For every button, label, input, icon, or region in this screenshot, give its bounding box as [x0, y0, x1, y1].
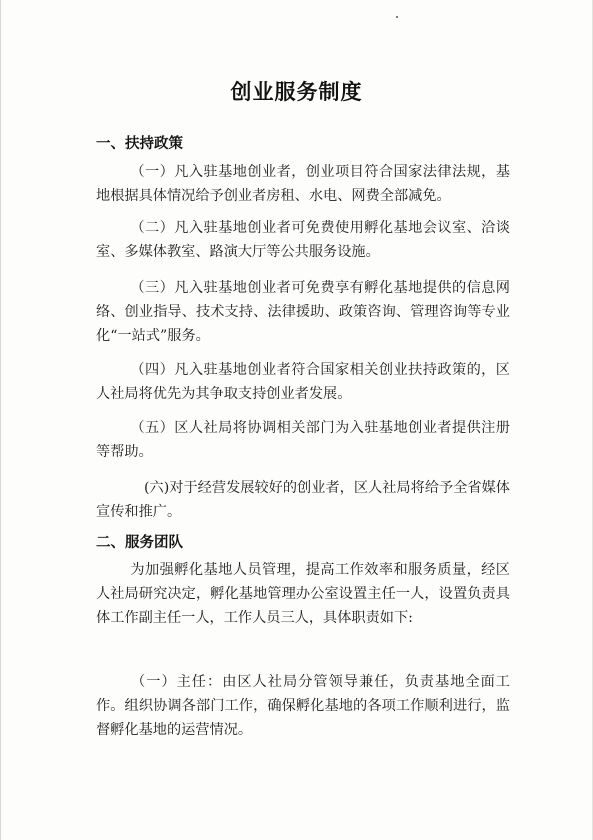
policy-paragraph-6-text: (六)对于经营发展较好的创业者，区人社局将给予全省媒体宣传和推广。	[96, 480, 510, 520]
policy-paragraph-2	[96, 216, 510, 264]
scan-speck	[396, 16, 398, 18]
policy-paragraph-3-text: （三）凡入驻基地创业者可免费享有孵化基地提供的信息网络、创业指导、技术支持、法律援助、政策咨询、管理咨询等专业化“一站式”服务。	[96, 280, 510, 344]
policy-paragraph-1	[96, 160, 510, 208]
policy-paragraph-1-text: （一）凡入驻基地创业者，创业项目符合国家法律法规，基地根据具体情况给予创业者房租、水电、网费全部减免。	[96, 164, 510, 204]
policy-paragraph-4-text: （四）凡入驻基地创业者符合国家相关创业扶持政策的，区人社局将优先为其争取支持创业者发展。	[96, 362, 510, 402]
team-paragraph-2	[96, 670, 510, 742]
section-heading-support-policy: 一、扶持政策	[96, 136, 183, 152]
document-title: 创业服务制度	[230, 80, 363, 104]
team-paragraph-2-text: （一）主任：由区人社局分管领导兼任，负责基地全面工作。组织协调各部门工作，确保孵化基地的各项工作顺利进行，监督孵化基地的运营情况。	[96, 674, 510, 738]
policy-paragraph-3	[96, 276, 510, 348]
team-paragraph-1	[96, 558, 510, 630]
policy-paragraph-6	[96, 476, 510, 524]
policy-paragraph-5	[96, 416, 510, 464]
policy-paragraph-5-text: （五）区人社局将协调相关部门为入驻基地创业者提供注册等帮助。	[96, 420, 510, 460]
section-heading-service-team: 二、服务团队	[96, 535, 183, 551]
team-paragraph-1-text: 为加强孵化基地人员管理，提高工作效率和服务质量，经区人社局研究决定，孵化基地管理办公室设置主任一人，设置负责具体工作副主任一人，工作人员三人，具体职责如下:	[96, 562, 510, 626]
policy-paragraph-2-text: （二）凡入驻基地创业者可免费使用孵化基地会议室、洽谈室、多媒体教室、路演大厅等公共服务设施。	[96, 220, 510, 260]
policy-paragraph-4	[96, 358, 510, 406]
